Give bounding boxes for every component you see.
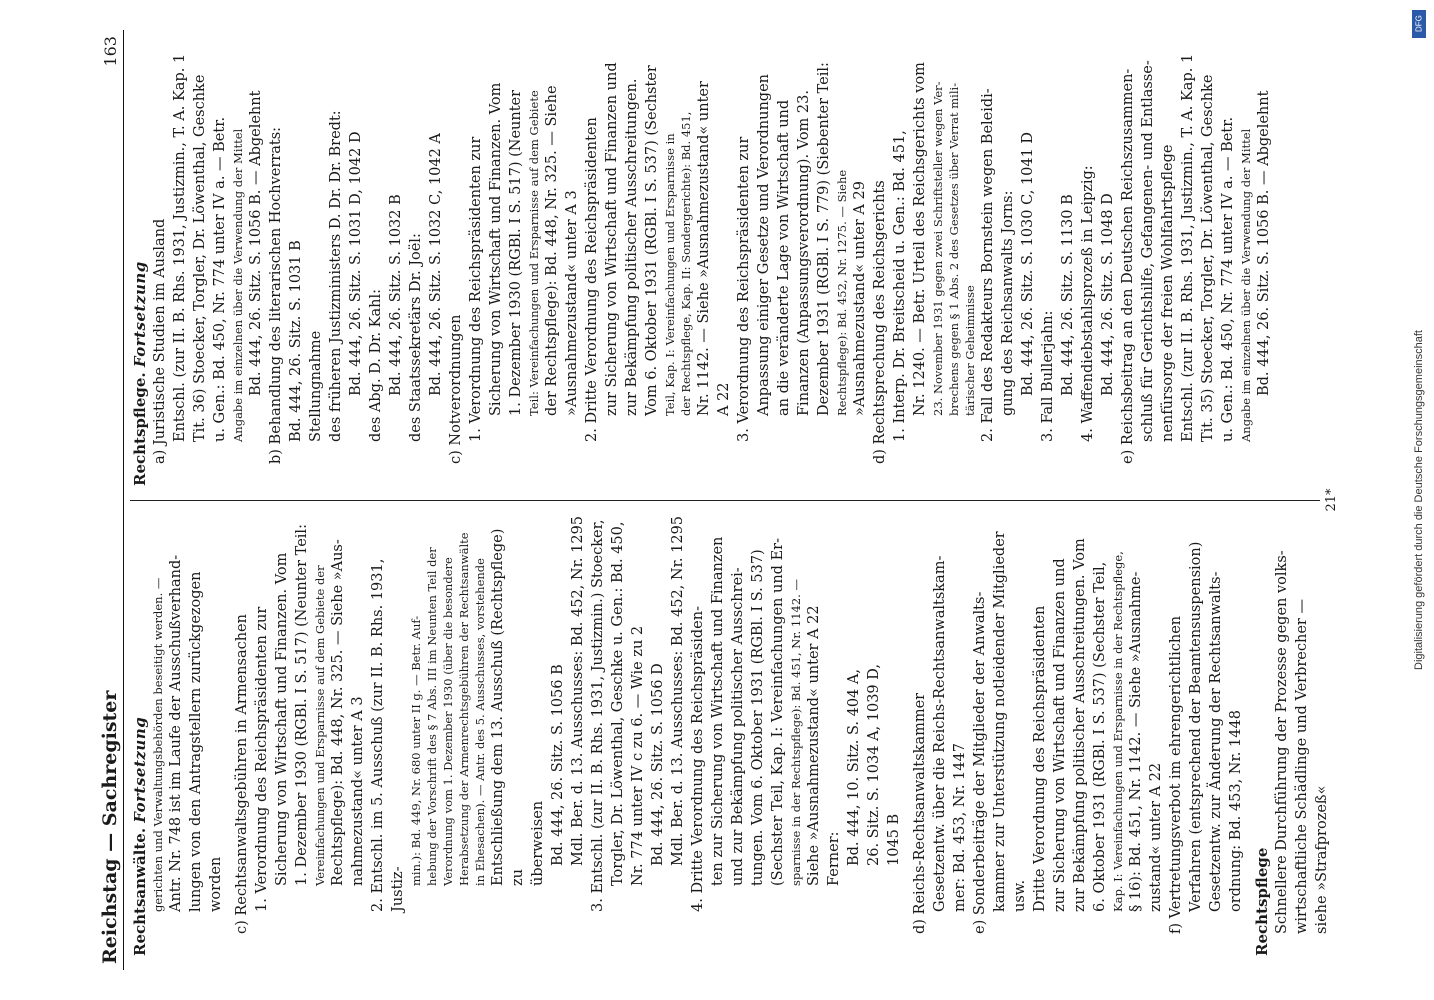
entry-text: 1. Dezember 1930 (RGBl. I S. 517) (Neunter Teil:	[294, 524, 310, 886]
entry-text: Bd. 444, 26. Sitz. S. 1030 C, 1041 D	[1020, 131, 1036, 396]
entry-text: Siehe »Ausnahmezustand« unter A 22	[806, 605, 822, 886]
entry-text: Bd. 444, 10. Sitz. S. 404 A,	[846, 669, 862, 866]
entry-line	[406, 44, 426, 486]
entry-text: a) Juristische Studien im Ausland	[152, 218, 168, 464]
entry-line	[950, 515, 970, 956]
entry-line	[1058, 44, 1078, 486]
entry-text: »Ausnahmezustand« unter A 3	[564, 190, 580, 416]
entry-line	[870, 44, 890, 486]
signature-mark: 21*	[1324, 488, 1339, 512]
entry-text: tungen. Vom 6. Oktober 1931 (RGBl. I S. 537)	[750, 549, 766, 886]
entry-heading	[130, 515, 150, 956]
entry-line	[328, 515, 348, 956]
entry-text: Schnellere Durchführung der Prozesse gegen volks-	[1274, 550, 1290, 934]
entry-line	[970, 515, 990, 956]
entry-line	[506, 44, 526, 486]
side-note-text: Digitalisierung gefördert durch die Deutsche Forschungsgemeinschaft	[1413, 330, 1425, 670]
entry-line	[1158, 44, 1178, 486]
entry-line	[326, 44, 346, 486]
entry-line	[466, 44, 486, 486]
entry-line	[488, 515, 528, 956]
entry-text: c) Notverordnungen	[448, 314, 464, 464]
entry-text: Dritte Verordnung des Reichspräsidenten	[1032, 605, 1048, 912]
entry-text: 2. Fall des Redakteurs Bornstein wegen Beleidi-	[980, 88, 996, 442]
entry-line	[1070, 515, 1090, 956]
entry-line	[1178, 44, 1198, 486]
entry-line	[1218, 44, 1238, 486]
entry-text: Bd. 444, 26. Sitz. S. 1056 B. — Abgelehnt	[1256, 90, 1272, 396]
entry-text: des Abg. D. Dr. Kahl:	[368, 288, 384, 442]
entry-text: Teil, Kap. I: Vereinfachungen und Ersparnisse in	[663, 133, 677, 416]
entry-text: schluß für Gerichtshilfe, Gefangenen- und Entlasse-	[1140, 60, 1156, 442]
entry-text: 1. Verordnung des Reichspräsidenten zur	[468, 136, 484, 442]
entry-text: 26. Sitz. S. 1034 A, 1039 D,	[866, 664, 882, 866]
entry-text: des früheren Justizministers D. Dr. Dr. Bredt:	[328, 110, 344, 442]
entry-text: Tit. 35) Stoecker, Torgler, Dr. Löwenthal, Geschke	[1200, 74, 1216, 442]
entry-text: 3. Fall Bullerjahn:	[1040, 310, 1056, 442]
entry-line	[1146, 515, 1166, 956]
entry-text: § 16): Bd. 451, Nr. 1142. — Siehe »Ausnahme-	[1128, 571, 1144, 912]
entry-text: Angabe im einzelnen über die Verwendung der Mittel	[1239, 128, 1253, 442]
entry-text: Bd. 444, 26. Sitz. S. 1032 B	[388, 194, 404, 396]
entry-line	[386, 44, 406, 486]
entry-text: Entschl. (zur II. B. Rhs. 1931, Justizmin., T. A. Kap. 1	[1180, 53, 1196, 442]
entry-line	[788, 515, 804, 956]
entry-text: an die veränderte Lage von Wirtschaft und	[776, 99, 792, 416]
entry-text: Bd. 444, 26. Sitz. S. 1056 D	[650, 663, 666, 866]
entry-line	[562, 44, 582, 486]
entry-text: Rechtspflege): Bd. 452, Nr. 1275. — Siehe	[835, 169, 849, 416]
entry-line	[588, 515, 608, 956]
entry-text: mer: Bd. 453, Nr. 1447	[952, 743, 968, 912]
entry-line	[930, 44, 946, 486]
entry-line	[794, 44, 814, 486]
entry-line	[252, 515, 272, 956]
entry-text: Vom 6. Oktober 1931 (RGBl. I S. 537) (Sechster	[644, 65, 660, 416]
entry-text: nahmezustand« unter A 3	[350, 696, 366, 886]
entry-text: Verfahren (entsprechend der Beamtensuspension)	[1188, 541, 1204, 912]
entry-text: Bd. 444, 26. Sitz. S. 1048 D	[1100, 193, 1116, 396]
entry-text: Rechtspflege	[1253, 847, 1271, 956]
entry-line	[1078, 44, 1098, 486]
entry-line	[1166, 515, 1186, 956]
entry-text: gerichten und Verwaltungsbehörden beseitigt werden. —	[151, 577, 165, 912]
entry-line	[486, 44, 506, 486]
entry-line	[890, 44, 910, 486]
entry-line	[186, 515, 206, 956]
page-header	[99, 30, 124, 970]
entry-text: Bd. 444, 26. Sitz. S. 1056 B	[550, 664, 566, 866]
entry-text: Rechtsanwälte.	[131, 827, 149, 956]
entry-text: b) Behandlung des literarischen Hochverrats:	[268, 126, 284, 464]
entry-line	[306, 44, 326, 486]
entry-text: Torgler, Dr. Löwenthal, Geschke u. Gen.: Bd. 450,	[610, 521, 626, 886]
entry-line	[1226, 515, 1246, 956]
left-column	[130, 500, 1330, 970]
entry-line	[1118, 44, 1138, 486]
dfg-logo: DFG	[1412, 10, 1426, 38]
entry-text: tärischer Geheimnisse	[963, 285, 977, 416]
entry-text: Bd. 444, 26. Sitz. S. 1032 C, 1042 A	[428, 133, 444, 396]
entry-text: Teil: Vereinfachungen und Ersparnisse auf dem Gebiete	[527, 90, 541, 416]
entry-line	[1138, 44, 1158, 486]
entry-text: 3. Verordnung des Reichspräsidenten zur	[736, 136, 752, 442]
entry-heading	[1252, 515, 1272, 956]
entry-line	[774, 44, 794, 486]
entry-line	[230, 44, 246, 486]
entry-line	[694, 44, 714, 486]
entry-text: nenfürsorge der freien Wohlfahrtspflege	[1160, 144, 1176, 442]
entry-line	[206, 515, 226, 956]
entry-line	[246, 44, 266, 486]
entry-line	[628, 515, 648, 956]
entry-line	[1312, 515, 1332, 956]
entry-text: Rechtspflege.	[131, 372, 149, 486]
entry-line	[1198, 44, 1218, 486]
entry-text: Anpassung einiger Gesetze und Verordnungen	[756, 73, 772, 416]
entry-line	[1030, 515, 1050, 956]
entry-line	[408, 515, 424, 956]
entry-text: Gesetzentw. über die Reichs-Rechtsanwaltskam-	[932, 555, 948, 912]
side-note	[1406, 0, 1432, 1000]
entry-line	[768, 515, 788, 956]
entry-text: in Ehesachen). — Antr. des 5. Ausschusses, vorstehende	[473, 558, 487, 886]
entry-line	[440, 515, 456, 956]
entry-text: (Sechster Teil, Kap. I: Vereinfachungen und Er-	[770, 538, 786, 886]
entry-line	[978, 44, 998, 486]
entry-text: der Rechtspflege, Kap. II: Sondergerichte): Bd. 451,	[679, 111, 693, 416]
entry-text: wirtschaftliche Schädlinge und Verbrecher —	[1294, 599, 1310, 934]
entry-text: brechens gegen § 1 Abs. 2 des Gesetzes über Verrat mili-	[947, 82, 961, 416]
entry-line	[292, 515, 312, 956]
entry-line	[210, 44, 230, 486]
entry-line	[728, 515, 748, 956]
entry-text: sparnisse in der Rechtspflege): Bd. 451, Nr. 1142. —	[789, 579, 803, 886]
entry-line	[472, 515, 488, 956]
entry-text: Verordnung vom 1. Dezember 1930 (über die besondere	[441, 557, 455, 886]
entry-line	[348, 515, 368, 956]
entry-text: d) Rechtsprechung des Reichsgerichts	[872, 180, 888, 464]
entry-text: Bd. 444, 26. Sitz. S. 1031 D, 1042 D	[348, 131, 364, 396]
entry-line	[844, 515, 864, 956]
entry-line	[1238, 44, 1254, 486]
entry-line	[910, 515, 930, 956]
entry-text: usw.	[1012, 879, 1028, 912]
entry-line	[804, 515, 824, 956]
entry-text: »Ausnahmezustand« unter A 29	[852, 181, 868, 416]
entry-line	[678, 44, 694, 486]
entry-text: kammer zur Unterstützung notleidender Mitglieder	[992, 531, 1008, 912]
entry-text: A 22	[716, 382, 732, 416]
entry-line	[1292, 515, 1312, 956]
entry-text: Tit. 36) Stoecker, Torgler, Dr. Löwenthal, Geschke	[192, 74, 208, 442]
entry-text: zur Sicherung von Wirtschaft und Finanzen und	[1052, 558, 1068, 912]
entry-line	[170, 44, 190, 486]
entry-line	[190, 44, 210, 486]
entry-line	[824, 515, 844, 956]
entry-text: Mdl. Ber. d. 13. Ausschusses: Bd. 452, Nr. 1295	[670, 515, 686, 866]
entry-line	[834, 44, 850, 486]
entry-text: e) Sonderbeiträge der Mitglieder der Anwalts-	[972, 591, 988, 934]
entry-text: Dezember 1931 (RGBl. I S. 779) (Siebenter Teil:	[816, 62, 832, 416]
entry-text: Nr. 774 unter IV c zu 6. — Wie zu 2	[630, 625, 646, 886]
entry-line	[528, 515, 548, 956]
entry-line	[990, 515, 1010, 956]
entry-line	[1186, 515, 1206, 956]
entry-line	[608, 515, 628, 956]
entry-line	[150, 515, 166, 956]
entry-line	[446, 44, 466, 486]
running-head-title: Reichstag	[99, 858, 121, 964]
entry-line	[568, 515, 588, 956]
entry-line	[582, 44, 602, 486]
entry-text: Herabsetzung der Armenrechtsgebühren der Rechtsanwälte	[457, 532, 471, 886]
entry-line	[272, 515, 292, 956]
entry-line	[426, 44, 446, 486]
entry-heading	[130, 44, 150, 486]
entry-line	[548, 515, 568, 956]
entry-line	[998, 44, 1018, 486]
entry-text: Entschl. (zur II. B. Rhs. 1931, Justizmin., T. A. Kap. 1	[172, 53, 188, 442]
entry-line	[166, 515, 186, 956]
continuation-label: Fortsetzung	[131, 261, 149, 368]
page-number: 163	[101, 36, 120, 67]
entry-text: 6. Oktober 1931 (RGBl. I S. 537) (Sechster Teil,	[1092, 561, 1108, 912]
entry-line	[714, 44, 734, 486]
entry-text: Sicherung von Wirtschaft und Finanzen. Vom	[274, 552, 290, 886]
entry-line	[662, 44, 678, 486]
entry-line	[286, 44, 306, 486]
entry-text: f) Vertretungsverbot im ehrengerichtlichen	[1168, 615, 1184, 934]
entry-text: c) Rechtsanwaltsgebühren in Armensachen	[234, 614, 250, 934]
entry-text: Entschließung dem 13. Ausschuß (Rechtspflege) zu	[490, 528, 526, 886]
entry-line	[642, 44, 662, 486]
entry-text: worden	[208, 856, 224, 912]
entry-text: Vereinfachungen und Ersparnisse auf dem Gebiete der	[313, 565, 327, 886]
entry-line	[884, 515, 904, 956]
entry-text: 1. Dezember 1930 (RGBl. I S. 517) (Neunter	[508, 89, 524, 416]
entry-line	[748, 515, 768, 956]
entry-text: d) Reichs-Rechtsanwaltskammer	[912, 692, 928, 934]
entry-line	[1110, 515, 1126, 956]
entry-line	[962, 44, 978, 486]
entry-line	[668, 515, 688, 956]
entry-text: e) Reichsbeitrag an den Deutschen Reichszusammen-	[1120, 68, 1136, 464]
entry-line	[734, 44, 754, 486]
entry-text: zur Bekämpfung politischer Ausschreitungen.	[624, 78, 640, 416]
entry-text: siehe »Strafprozeß«	[1314, 785, 1330, 934]
entry-text: Nr. 1240. — Betr. Urteil des Reichsgerichts vom	[912, 62, 928, 416]
entry-line	[1090, 515, 1110, 956]
entry-text: zur Sicherung von Wirtschaft und Finanzen und	[604, 62, 620, 416]
entry-text: hebung der Vorschrift des § 7 Abs. III im Neunten Teil der	[425, 547, 439, 886]
entry-text: min.): Bd. 449, Nr. 680 unter II g. — Betr. Auf-	[409, 615, 423, 886]
entry-line	[1050, 515, 1070, 956]
running-head-section: Sachregister	[99, 690, 121, 827]
entry-line	[946, 44, 962, 486]
entry-text: Bd. 444, 26. Sitz. S. 1056 B. — Abgelehnt	[248, 90, 264, 396]
entry-text: Gesetzentw. zur Änderung der Rechtsanwalts-	[1208, 571, 1224, 912]
entry-text: überweisen	[530, 800, 546, 886]
entry-line	[232, 515, 252, 956]
entry-line	[850, 44, 870, 486]
entry-line	[1254, 44, 1274, 486]
entry-text: und zur Bekämpfung politischer Ausschrei-	[730, 567, 746, 886]
entry-text: Antr. Nr. 748 ist im Laufe der Ausschußverhand-	[168, 554, 184, 912]
entry-text: u. Gen.: Bd. 450, Nr. 774 unter IV a. — Betr.	[1220, 116, 1236, 442]
entry-text: Mdl. Ber. d. 13. Ausschusses: Bd. 452, Nr. 1295	[570, 515, 586, 866]
entry-text: Rechtspflege): Bd. 448, Nr. 325. — Siehe »Aus-	[330, 539, 346, 886]
entry-line	[1206, 515, 1226, 956]
entry-text: 2. Dritte Verordnung des Reichspräsidenten	[584, 117, 600, 442]
entry-text: 4. Dritte Verordnung des Reichspräsiden-	[690, 606, 706, 912]
entry-line	[1272, 515, 1292, 956]
entry-text: 2. Entschl. im 5. Ausschuß (zur II. B. Rhs. 1931, Justiz-	[370, 558, 406, 912]
entry-text: u. Gen.: Bd. 450, Nr. 774 unter IV a. — Betr.	[212, 116, 228, 442]
entry-text: 3. Entschl. (zur II. B. Rhs. 1931, Justizmin.) Stoecker,	[590, 519, 606, 912]
entry-line	[864, 515, 884, 956]
entry-text: zustand« unter A 22	[1148, 762, 1164, 912]
entry-line	[648, 515, 668, 956]
entry-line	[150, 44, 170, 486]
entry-text: gung des Reichsanwalts Jorns:	[1000, 190, 1016, 416]
entry-line	[424, 515, 440, 956]
entry-line	[930, 515, 950, 956]
entry-line	[602, 44, 622, 486]
continuation-label: Fortsetzung	[131, 716, 149, 823]
entry-text: Finanzen (Anpassungsverordnung). Vom 23.	[796, 90, 812, 416]
entry-text: lungen von den Antragstellern zurückgezogen	[188, 571, 204, 912]
entry-line	[1098, 44, 1118, 486]
entry-line	[1010, 515, 1030, 956]
entry-text: Stellungnahme	[308, 330, 324, 442]
entry-text: Angabe im einzelnen über die Verwendung der Mittel	[231, 128, 245, 442]
entry-line	[814, 44, 834, 486]
entry-text: 4. Waffendiebstahlsprozeß in Leipzig:	[1080, 165, 1096, 442]
entry-text: Nr. 1142. — Siehe »Ausnahmezustand« unter	[696, 81, 712, 416]
two-column-body	[130, 30, 1330, 970]
entry-text: ordnung: Bd. 453, Nr. 1448	[1228, 710, 1244, 912]
entry-line	[346, 44, 366, 486]
entry-line	[526, 44, 542, 486]
entry-line	[1126, 515, 1146, 956]
entry-text: Bd. 444, 26. Sitz. S. 1130 B	[1060, 194, 1076, 396]
entry-text: ten zur Sicherung von Wirtschaft und Finanzen	[710, 536, 726, 886]
entry-line	[1038, 44, 1058, 486]
entry-text: Sicherung von Wirtschaft und Finanzen. Vom	[488, 82, 504, 416]
entry-line	[368, 515, 408, 956]
entry-line	[456, 515, 472, 956]
right-column	[130, 30, 1320, 500]
entry-text: 1. Verordnung des Reichspräsidenten zur	[254, 606, 270, 912]
entry-line	[312, 515, 328, 956]
running-head-dash: —	[99, 832, 121, 852]
entry-line	[754, 44, 774, 486]
entry-text: Kap. I: Vereinfachungen und Ersparnisse in der Rechtspflege,	[1111, 551, 1125, 912]
entry-line	[688, 515, 708, 956]
register-page	[95, 20, 1395, 980]
entry-text: Ferner:	[826, 831, 842, 886]
entry-line	[708, 515, 728, 956]
entry-text: 23. November 1931 gegen zwei Schriftsteller wegen Ver-	[931, 81, 945, 416]
entry-line	[266, 44, 286, 486]
entry-text: Bd. 444, 26. Sitz. S. 1031 B	[288, 240, 304, 442]
entry-line	[366, 44, 386, 486]
entry-line	[1018, 44, 1038, 486]
entry-text: zur Bekämpfung politischer Ausschreitungen. Vom	[1072, 538, 1088, 912]
entry-line	[622, 44, 642, 486]
entry-line	[542, 44, 562, 486]
entry-text: des Staatssekretärs Dr. Joël:	[408, 233, 424, 442]
entry-text: der Rechtspflege): Bd. 448, Nr. 325. — Siehe	[544, 85, 560, 416]
running-head-left	[99, 691, 121, 964]
entry-text: 1. Interp. Dr. Breitscheid u. Gen.: Bd. 451,	[892, 130, 908, 442]
entry-text: 1045 B	[886, 813, 902, 866]
entry-line	[910, 44, 930, 486]
